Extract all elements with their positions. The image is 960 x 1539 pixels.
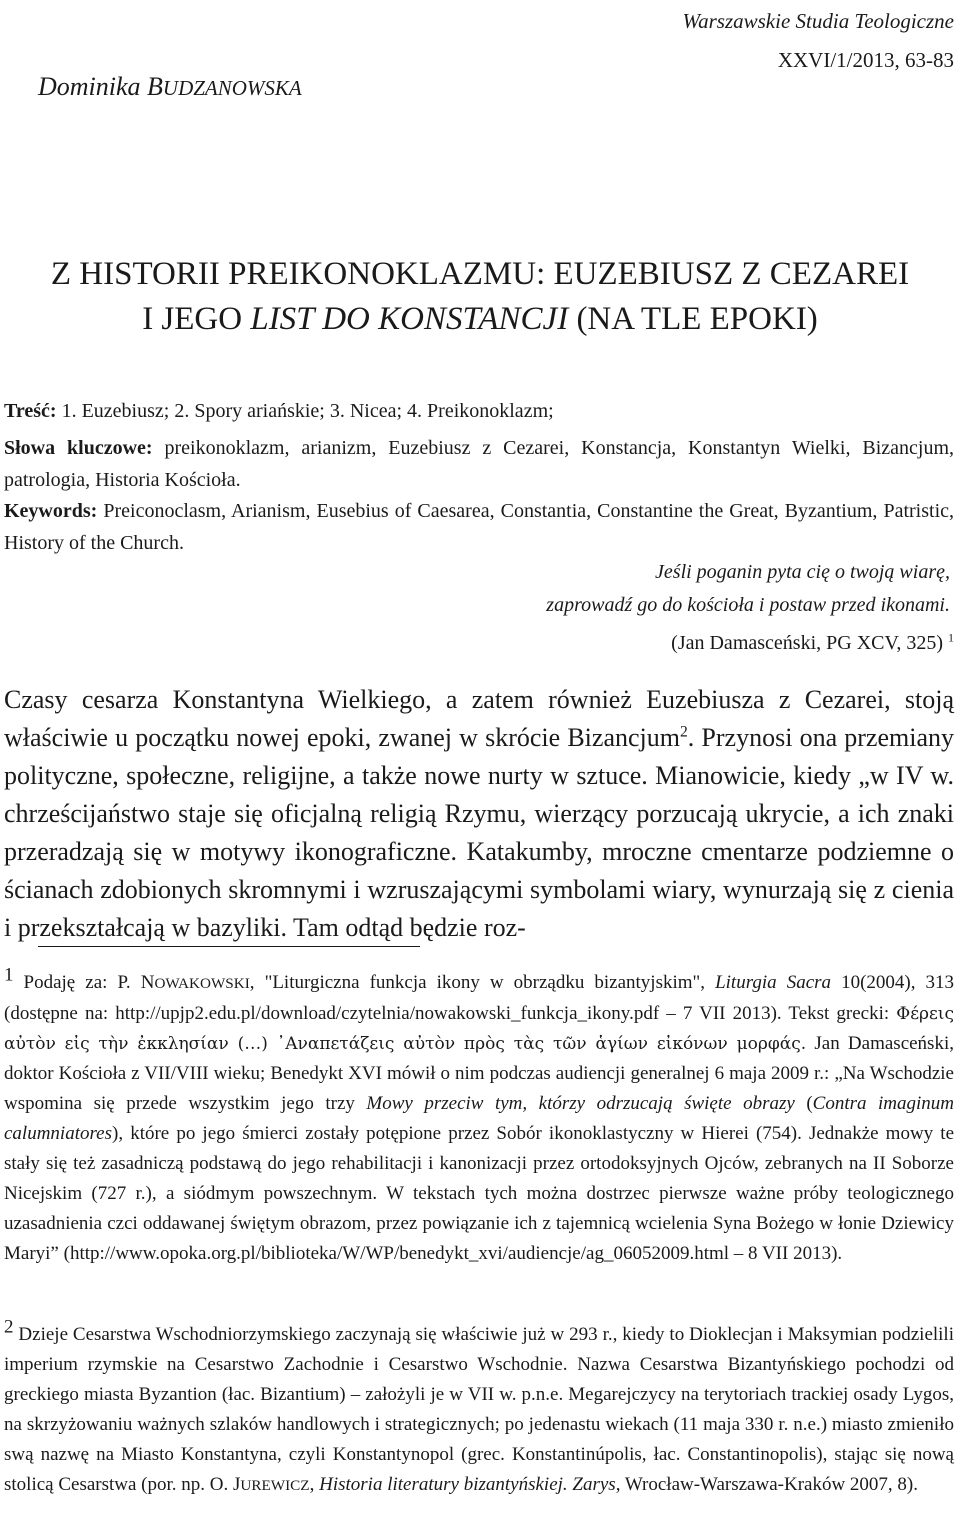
journal-issue: XXVI/1/2013, 63-83 (777, 48, 954, 72)
keywords-pl-text: preikonoklazm, arianizm, Euzebiusz z Cezarei, Konstancja, Konstantyn Wielki, Bizancjum, patrologia, Historia Kościoła. (4, 437, 955, 491)
footnote-1-latin-title: Contra imaginum calumniatores (4, 1093, 955, 1144)
footnote-2-text-a: Dzieje Cesarstwa Wschodniorzymskiego zaczynają się właściwie już w 293 r., kiedy to Dioklecjan i Maksymian podzielili imperium rzymskie na Cesarstwo Zachodnie i Cesarstwo Wschodnie. Nazwa Cesarstwa Bizantyńskiego pochodzi od greckiego miasta Byzantion (łac. Bizantium) – założyli je w VII w. p.n.e. Megarejczycy na terytoriach trackiej osady Lygos, na skrzyżowaniu ważnych szlaków handlowych i strategicznych; po jedenastu wiekach (11 maja 330 r. n.e.) miasto zmieniło swą nazwę na Miasto Konstantyna, czyli Konstantynopol (grec. Konstantinúpolis, łac. Constantinopolis), stając się nową stolicą Cesarstwa (por. np. O. J (4, 1324, 954, 1495)
body-text-part-2: . Przynosi ona przemiany polityczne, społeczne, religijne, a także nowe nurty w sztuce. Mianowicie, kiedy „w IV w. chrześcijaństwo staje się oficjalną religią Rzymu, wierzący porzucają ukrycie, a ich znaki przeradzają się w motywy ikonograficzne. Katakumby, mroczne cmentarze podziemne o ścianach zdobionych skromnymi i wzruszającymi symbolami wiary, wynurzają się z cienia i przekształcają w bazyliki. Tam odtąd będzie roz- (4, 723, 954, 942)
footnote-2-number: 2 (4, 1316, 14, 1338)
footnote-ref-1: 1 (948, 630, 954, 645)
footnote-1-number: 1 (4, 964, 14, 986)
keywords-en (4, 495, 954, 559)
footnote-1-author-smallcaps: OWAKOWSKI (154, 975, 250, 992)
footnote-1-work-title: Mowy przeciw tym, którzy odrzucają święte obrazy (366, 1093, 795, 1114)
footnote-2-text-b: , (309, 1474, 320, 1495)
footnote-1-text-e: ( (794, 1093, 813, 1114)
author-last-smallcaps: UDZANOWSKA (162, 76, 302, 100)
title-line-2 (0, 297, 960, 342)
journal-title: Warszawskie Studia Teologiczne (682, 9, 954, 33)
motto-line-1: Jeśli poganin pyta cię o twoją wiarę, (655, 561, 950, 583)
contents-line (4, 395, 954, 427)
footnote-2 (4, 1316, 954, 1501)
footnote-ref-2: 2 (679, 723, 688, 741)
keywords-en-label: Keywords: (4, 500, 98, 522)
footnote-1-journal: Liturgia Sacra (715, 972, 832, 993)
footnote-2-text-c: , Wrocław-Warszawa-Kraków 2007, 8). (615, 1474, 918, 1495)
title-line-2-end: (NA TLE EPOKI) (568, 301, 818, 337)
footnote-1-text-d: Jan Damasceński, doktor Kościoła z VII/VIII wieku; Benedykt XVI mówił o nim podczas audiencji generalnej 6 maja 2009 r.: „Na Wschodzie wspomina się przede wszystkim jego trzy (4, 1033, 954, 1114)
journal-header (683, 2, 954, 80)
footnote-1-greek: Φέρεις αὐτὸν εἰς τὴν ἐκκλησίαν (…) ᾿Αναπετάζεις αὐτὸν πρὸς τὰς τῶν ἁγίων εἰκόνων μορφάς. (4, 1004, 954, 1054)
footnote-1-text-f: ), które po jego śmierci zostały potępione przez Sobór ikonoklastyczny w Hierei (754). Jednakże mowy te stały się też zasadniczą podstawą do jego rehabilitacji i kanonizacji przez ortodoksyjnych Ojców, zebranych na II Soborze Nicejskim (727 r.), a siódmym powszechnym. W tekstach tych można dostrzec pierwsze ważne próby teologicznego uzasadnienia czci oddawanej świętym obrazom, przez powiązanie ich z tajemnicą wcielenia Syna Bożego w łonie Dziewicy Maryi” (http://www.opoka.org.pl/biblioteka/W/WP/benedykt_xvi/audiencje/ag_06052009.html – 8 VII 2013). (4, 1123, 954, 1264)
article-title (0, 252, 960, 342)
title-italic-part: LIST DO KONSTANCJI (250, 301, 569, 337)
title-line-2-start: I JEGO (142, 301, 251, 337)
author-first: Dominika B (38, 72, 163, 101)
author-name (38, 72, 302, 102)
keywords-en-text: Preiconoclasm, Arianism, Eusebius of Caesarea, Constantia, Constantine the Great, Byzantium, Patristic, History of the Church. (4, 500, 954, 554)
body-text-part-1: Czasy cesarza Konstantyna Wielkiego, a zatem również Euzebiusza z Cezarei, stoją właściwie u początku nowej epoki, zwanej w skrócie Bizancjum (4, 685, 954, 752)
footnote-1-text-c: 10(2004), 313 (dostępne na: http://upjp2.edu.pl/download/czytelnia/nowakowski_funkcja_ikony.pdf – 7 VII 2013). Tekst grecki: (4, 972, 955, 1024)
footnote-1-text-b: , "Liturgiczna funkcja ikony w obrządku bizantyjskim", (249, 972, 716, 993)
body-paragraph (4, 681, 954, 947)
footnote-2-book-title: Historia literatury bizantyńskiej. Zarys (319, 1474, 616, 1495)
motto-citation (671, 632, 954, 655)
contents-text: 1. Euzebiusz; 2. Spory ariańskie; 3. Nicea; 4. Preikonoklazm; (56, 400, 554, 422)
keywords-pl (4, 432, 954, 496)
contents-label: Treść: (4, 400, 57, 422)
citation-text: (Jan Damasceński, PG XCV, 325) (671, 632, 943, 654)
title-line-1: Z HISTORII PREIKONOKLAZMU: EUZEBIUSZ Z CEZAREI (50, 256, 910, 292)
motto (546, 556, 950, 622)
footnote-2-author-smallcaps: UREWICZ (240, 1477, 310, 1494)
motto-line-2: zaprowadź go do kościoła i postaw przed ikonami. (546, 594, 950, 616)
footnote-separator (38, 946, 420, 947)
footnote-1 (4, 964, 955, 1269)
footnote-1-text-a: Podaję za: P. N (13, 972, 155, 993)
keywords-pl-label: Słowa kluczowe: (4, 437, 153, 459)
